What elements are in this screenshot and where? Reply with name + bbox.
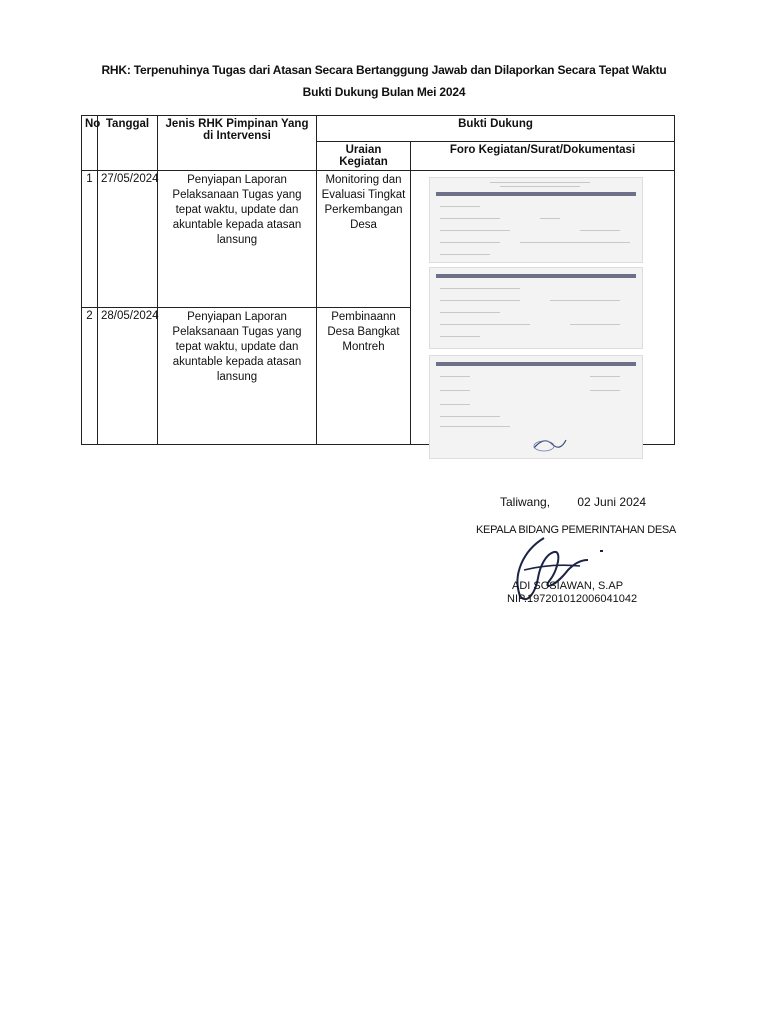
row-jenis: Penyiapan Laporan Pelaksanaan Tugas yang tepat waktu, update dan akuntable kepada atasan lansung: [158, 308, 317, 445]
signer-name: ADI SOSIAWAN, S.AP: [512, 580, 624, 592]
row-no: 2: [82, 308, 98, 445]
row-no: 1: [82, 171, 98, 308]
signer-role: KEPALA BIDANG PEMERINTAHAN DESA: [476, 524, 676, 536]
evidence-table: [81, 115, 675, 445]
header-bukti-dukung: Bukti Dukung: [317, 116, 675, 142]
row-tanggal: 28/05/2024: [98, 308, 158, 445]
document-scan-1: [429, 177, 643, 263]
signer-nip: NIP.197201012006041042: [507, 593, 638, 605]
row-uraian: Pembinaann Desa Bangkat Montreh: [317, 308, 411, 445]
document-scan-3: [429, 355, 643, 459]
document-scan-2: [429, 267, 643, 349]
place-date: [500, 495, 646, 509]
header-uraian: Uraian Kegiatan: [317, 142, 411, 171]
header-tanggal: Tanggal: [98, 116, 158, 171]
row-uraian: Monitoring dan Evaluasi Tingkat Perkembangan Desa: [317, 171, 411, 308]
document-subtitle: Bukti Dukung Bulan Mei 2024: [302, 85, 466, 99]
header-no: No: [82, 116, 98, 171]
signature-block: [476, 524, 676, 605]
row-tanggal: 27/05/2024: [98, 171, 158, 308]
place-name: Taliwang,: [500, 495, 551, 509]
signing-date: 02 Juni 2024: [577, 495, 647, 509]
table-row: [82, 171, 675, 308]
documentation-photo-cell: [411, 171, 675, 445]
row-jenis: Penyiapan Laporan Pelaksanaan Tugas yang tepat waktu, update dan akuntable kepada atasan lansung: [158, 171, 317, 308]
header-jenis: Jenis RHK Pimpinan Yang di Intervensi: [158, 116, 317, 171]
document-title: RHK: Terpenuhinya Tugas dari Atasan Secara Bertanggung Jawab dan Dilaporkan Secara Tepat Waktu: [101, 63, 667, 77]
header-foto: Foro Kegiatan/Surat/Dokumentasi: [411, 142, 675, 171]
stamp-signature-icon: [530, 430, 570, 454]
